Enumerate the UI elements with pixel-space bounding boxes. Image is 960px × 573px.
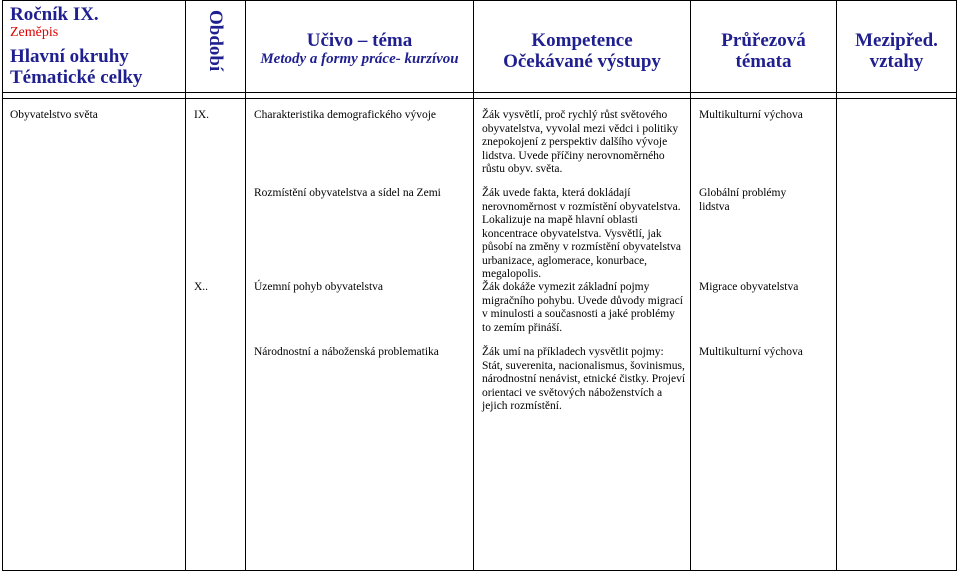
column-line-3 (473, 0, 474, 571)
competence-line: Žák uvede fakta, která dokládají (482, 187, 631, 199)
grade-title: Ročník IX. (10, 4, 99, 25)
table-border-top (2, 0, 957, 1)
cross-curricular-topic (699, 346, 803, 360)
competence-text (482, 281, 683, 335)
competence-line: Lokalizuje na mapě hlavní oblasti (482, 214, 638, 226)
competence-line: působí na změny v rozmístění obyvatelstva (482, 241, 681, 253)
competence-line: Žák vysvětlí, proč rychlý růst světového (482, 109, 668, 121)
competence-line: růstu obyv. světa. (482, 163, 563, 175)
column-line-1 (185, 0, 186, 571)
competence-line: obyvatelstva, vyvolal mezi vědci i politiky (482, 122, 679, 135)
column-line-5 (836, 0, 837, 571)
competence-line: nerovnoměrnost v rozmístění obyvatelstva. (482, 200, 681, 213)
curriculum-topic: Charakteristika demografického vývoje (254, 109, 437, 121)
competence-line: Žák umí na příkladech vysvětlit pojmy: (482, 346, 664, 358)
competence-line: to zemím přináší. (482, 321, 563, 334)
cross-curricular-line: Multikulturní výchova (699, 346, 803, 358)
column-line-4 (690, 0, 691, 571)
competence-line: koncentrace obyvatelstva. Vysvětlí, jak (482, 227, 662, 240)
thematic-area: Obyvatelstvo světa (10, 109, 98, 121)
relations-label: vztahy (869, 51, 924, 72)
methods-label: Metody a formy práce- kurzívou (260, 51, 459, 67)
header-divider-double (2, 98, 957, 99)
competence-line: lidstva. Uvede příčiny nerovnoměrného (482, 149, 665, 162)
cross-curricular-topic (699, 281, 798, 295)
cross-curricular-line: Multikulturní výchova (699, 109, 803, 121)
cross-curricular-line: Migrace obyvatelstva (699, 281, 799, 293)
curriculum-topic-label: Učivo – téma (306, 30, 413, 51)
header-divider (2, 92, 957, 93)
period-value: X.. (194, 281, 209, 293)
curriculum-topic: Rozmístění obyvatelstva a sídel na Zemi (254, 187, 441, 199)
subject-name: Zeměpis (10, 25, 59, 40)
competence-line: jejich rozmístění. (482, 400, 562, 412)
competence-text (482, 109, 678, 177)
period-value: IX. (194, 109, 210, 121)
competence-line: Stát, suverenita, nacionalismus, šovinismus, (482, 359, 685, 372)
curriculum-topic: Územní pohyb obyvatelstva (254, 281, 384, 293)
competence-text (482, 187, 681, 282)
competence-line: migračního pohybu. Uvede důvody migrací (482, 294, 683, 307)
column-line-2 (245, 0, 246, 571)
column-line-0 (2, 0, 3, 571)
competence-line: orientaci ve světových náboženstvích a (482, 386, 663, 399)
curriculum-topic: Národnostní a náboženská problematika (254, 346, 439, 358)
competence-line: Žák dokáže vymezit základní pojmy (482, 281, 650, 293)
period-label: Období (205, 10, 226, 72)
competence-line: v minulosti a současnosti a jaké problémy (482, 308, 675, 320)
expected-outcomes-label: Očekávané výstupy (503, 51, 661, 72)
cross-curricular-line: lidstva (699, 200, 730, 213)
competence-text (482, 346, 685, 414)
competence-line: megalopolis. (482, 268, 542, 280)
cross-curricular-topic (699, 187, 786, 214)
main-areas-label: Hlavní okruhy (10, 46, 129, 67)
interdisciplinary-label: Mezipřed. (855, 30, 938, 51)
topics-label: témata (735, 51, 792, 72)
cross-curricular-line: Globální problémy (699, 187, 787, 199)
cross-curricular-topic (699, 109, 803, 123)
column-line-6 (956, 0, 957, 571)
table-border-bottom (2, 570, 957, 571)
thematic-units-label: Tématické celky (10, 67, 143, 88)
competence-label: Kompetence (531, 30, 633, 51)
competence-line: urbanizace, aglomerace, konurbace, (482, 254, 648, 267)
competence-line: znepokojení z perspektiv dalšího vývoje (482, 136, 668, 148)
competence-line: národnostní nenávist, etnické čistky. Projeví (482, 373, 686, 385)
cross-curricular-label: Průřezová (721, 30, 806, 51)
